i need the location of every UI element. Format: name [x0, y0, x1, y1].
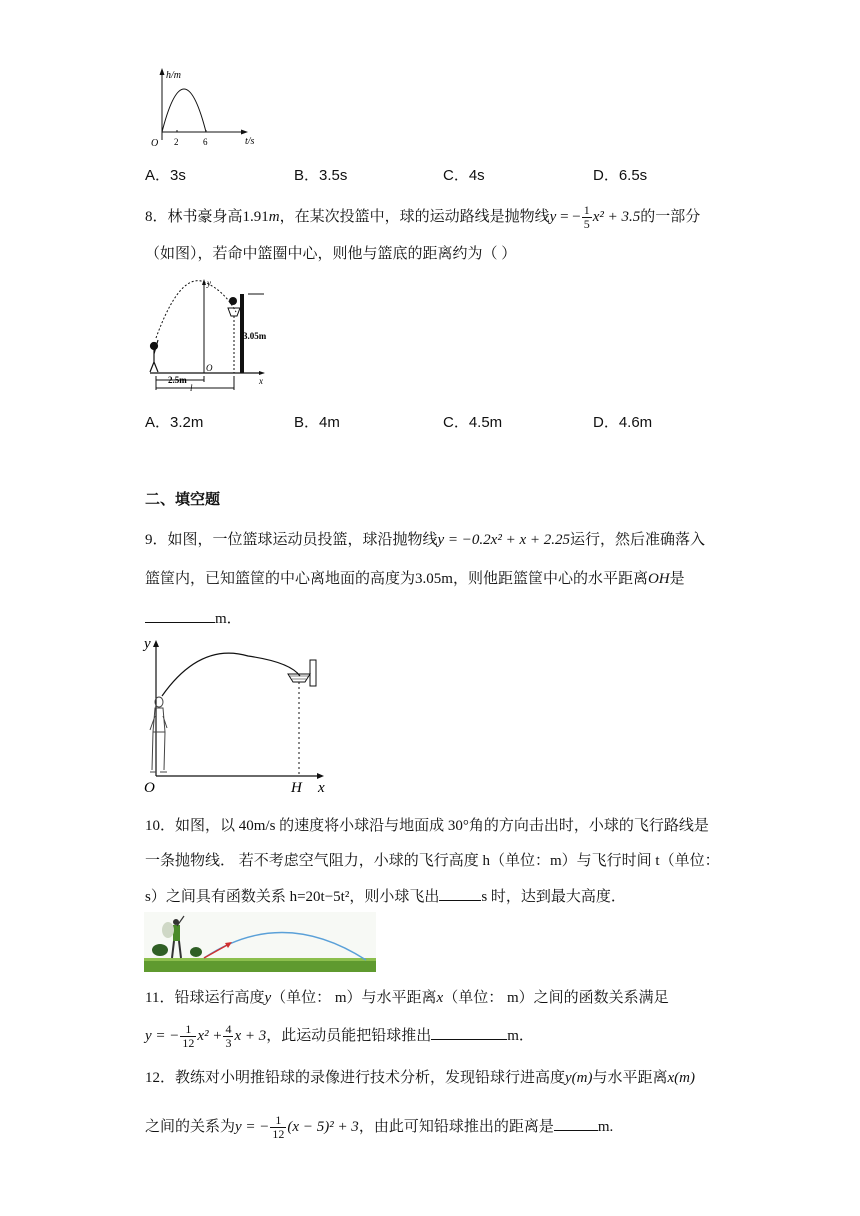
- q9-h-label: H: [291, 780, 302, 796]
- q8-option-b: B．4m: [294, 414, 340, 431]
- q12-fraction: $\frac{1}{12}$: [272, 1113, 285, 1142]
- q9-trajectory: [162, 653, 300, 696]
- ball-icon: [229, 297, 237, 305]
- q8-l-label: l: [190, 383, 193, 393]
- q7-option-a: A．3s: [145, 167, 186, 184]
- q8-number: 8．: [145, 208, 168, 225]
- player-icon: [150, 697, 167, 772]
- q11-fraction-2: $\frac{4}{3}$: [225, 1022, 232, 1051]
- q7-option-d: D．6.5s: [593, 167, 648, 184]
- q9-line2: 篮筐内，已知篮筐的中心离地面的高度为3.05m，则他距篮筐中心的水平距离OH是: [145, 571, 685, 587]
- q7-option-b: B．3.5s: [294, 167, 348, 184]
- q8-y-label: y: [207, 278, 211, 288]
- q10-golf-image: [144, 912, 376, 972]
- q11-answer-blank[interactable]: [431, 1023, 507, 1040]
- q7-y-label: h/m: [166, 70, 181, 81]
- q8-figure: [140, 276, 270, 394]
- q9-y-label: y: [144, 636, 151, 652]
- q7-origin: O: [151, 138, 159, 149]
- q10-line1: 10．如图，以 40m/s 的速度将小球沿与地面成 30°角的方向击出时，小球的飞行路线是: [145, 818, 709, 834]
- q11-fraction-1: $\frac{1}{12}$: [182, 1022, 195, 1051]
- q8-height-label: 3.05m: [243, 331, 267, 341]
- section-title: 二、填空题: [145, 491, 221, 508]
- q8-line2: （如图），若命中篮圈中心，则他与篮底的距离约为（ ）: [145, 246, 517, 262]
- q8-distance-label: 2.5m: [168, 375, 187, 385]
- q8-line1: 8．林书豪身高1.91m，在某次投篮中，球的运动路线是抛物线y = − $\frac{1}{5}$ x² + 3.5的一部分: [145, 203, 701, 231]
- q11-line1: 11．铅球运行高度y（单位： m）与水平距离x（单位： m）之间的函数关系满足: [145, 990, 669, 1006]
- q9-origin: O: [144, 780, 155, 796]
- q9-line1: 9．如图，一位篮球运动员投篮，球沿抛物线y = −0.2x² + x + 2.25运行，然后准确落入: [145, 532, 705, 548]
- q10-line3: s）之间具有函数关系 h=20t−5t²，则小球飞出 s 时，达到最大高度．: [145, 884, 626, 908]
- q8-fraction: $\frac{1}{5}$: [583, 203, 590, 231]
- q12-line2: 之间的关系为y = − $\frac{1}{12}$ (x − 5)² + 3，由此可知铅球推出的距离是 m.: [145, 1113, 614, 1142]
- player-icon: [150, 340, 158, 372]
- q7-option-c: C．4s: [443, 167, 485, 184]
- q8-option-a: A．3.2m: [145, 414, 204, 431]
- q9-answer-blank[interactable]: [145, 606, 215, 623]
- q8-x-label: x: [259, 376, 263, 386]
- q12-answer-blank[interactable]: [554, 1114, 598, 1131]
- q10-answer-blank[interactable]: [439, 884, 481, 901]
- q8-option-d: D．4.6m: [593, 414, 653, 431]
- q7-graph: [140, 66, 265, 152]
- q12-line1: 12．教练对小明推铅球的录像进行技术分析，发现铅球行进高度y(m)与水平距离x(m): [145, 1070, 695, 1086]
- q7-parabola: [162, 89, 206, 132]
- q10-line2: 一条抛物线． 若不考虑空气阻力，小球的飞行高度 h（单位：m）与飞行时间 t（单位：: [145, 853, 720, 869]
- q7-tick-2: 2: [174, 137, 179, 147]
- q7-tick-6: 6: [203, 137, 208, 147]
- q7-x-label: t/s: [245, 136, 255, 147]
- q9-x-label: x: [318, 780, 325, 796]
- q9-line3: m．: [145, 606, 242, 630]
- q8-trajectory: [156, 281, 236, 338]
- q11-line2: y = − $\frac{1}{12}$ x² + $\frac{4}{3}$ x + 3，此运动员能把铅球推出 m．: [145, 1022, 534, 1051]
- q9-figure: [140, 632, 340, 798]
- q8-origin: O: [206, 363, 213, 373]
- q8-option-c: C．4.5m: [443, 414, 503, 431]
